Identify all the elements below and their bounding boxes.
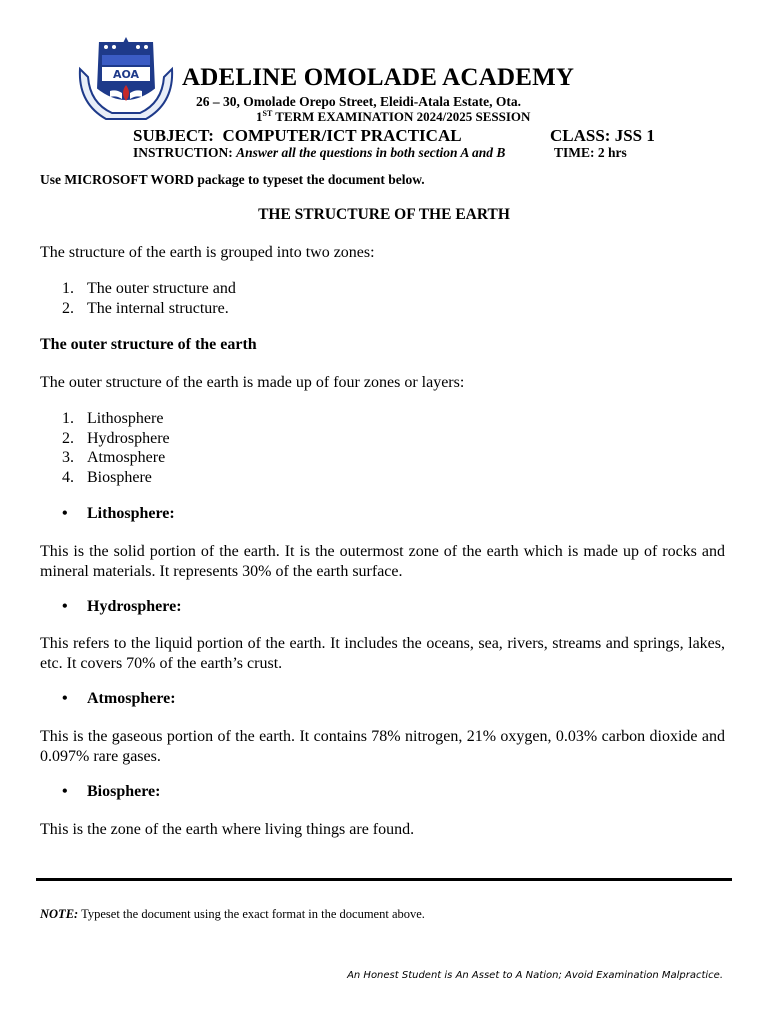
list-item: 1. The outer structure and <box>62 280 236 297</box>
section-body-hydrosphere: This refers to the liquid portion of the earth. It includes the oceans, sea, rivers, streams and springs, lakes, etc. It covers 70% of the earth’s crust. <box>40 635 725 672</box>
list-item: 1. Lithosphere <box>62 410 164 427</box>
exam-term: 1ST TERM EXAMINATION 2024/2025 SESSION <box>256 109 531 124</box>
school-name: ADELINE OMOLADE ACADEMY <box>182 64 575 91</box>
outer-intro-paragraph: The outer structure of the earth is made up of four zones or layers: <box>40 374 465 391</box>
subject-line: SUBJECT: COMPUTER/ICT PRACTICAL <box>133 126 462 145</box>
list-item: 2. The internal structure. <box>62 300 229 317</box>
document-title: THE STRUCTURE OF THE EARTH <box>258 206 510 223</box>
section-heading-biosphere: • Biosphere: <box>62 783 161 800</box>
time-line: TIME: 2 hrs <box>554 145 627 160</box>
list-item: 2. Hydrosphere <box>62 430 170 447</box>
section-heading-lithosphere: • Lithosphere: <box>62 505 175 522</box>
divider-line <box>36 878 732 881</box>
outer-structure-heading: The outer structure of the earth <box>40 336 257 353</box>
intro-paragraph: The structure of the earth is grouped into two zones: <box>40 244 375 261</box>
instruction-line: INSTRUCTION: Answer all the questions in both section A and B <box>133 145 506 160</box>
school-address: 26 – 30, Omolade Orepo Street, Eleidi-Atala Estate, Ota. <box>196 94 521 109</box>
school-logo <box>76 33 176 125</box>
list-item: 3. Atmosphere <box>62 449 166 466</box>
section-body-biosphere: This is the zone of the earth where living things are found. <box>40 821 415 838</box>
section-heading-atmosphere: • Atmosphere: <box>62 690 176 707</box>
logo-text: AOA <box>112 68 140 81</box>
section-heading-hydrosphere: • Hydrosphere: <box>62 598 182 615</box>
note-line: NOTE: Typeset the document using the exact format in the document above. <box>40 907 425 921</box>
section-body-lithosphere: This is the solid portion of the earth. It is the outermost zone of the earth which is made up of rocks and mineral materials. It represents 30% of the earth surface. <box>40 543 725 580</box>
footer-motto: An Honest Student is An Asset to A Nation; Avoid Examination Malpractice. <box>347 970 723 981</box>
class-line: CLASS: JSS 1 <box>550 126 655 145</box>
task-instruction: Use MICROSOFT WORD package to typeset the document below. <box>40 172 425 187</box>
section-body-atmosphere: This is the gaseous portion of the earth. It contains 78% nitrogen, 21% oxygen, 0.03% carbon dioxide and 0.097% rare gases. <box>40 728 725 765</box>
list-item: 4. Biosphere <box>62 469 152 486</box>
